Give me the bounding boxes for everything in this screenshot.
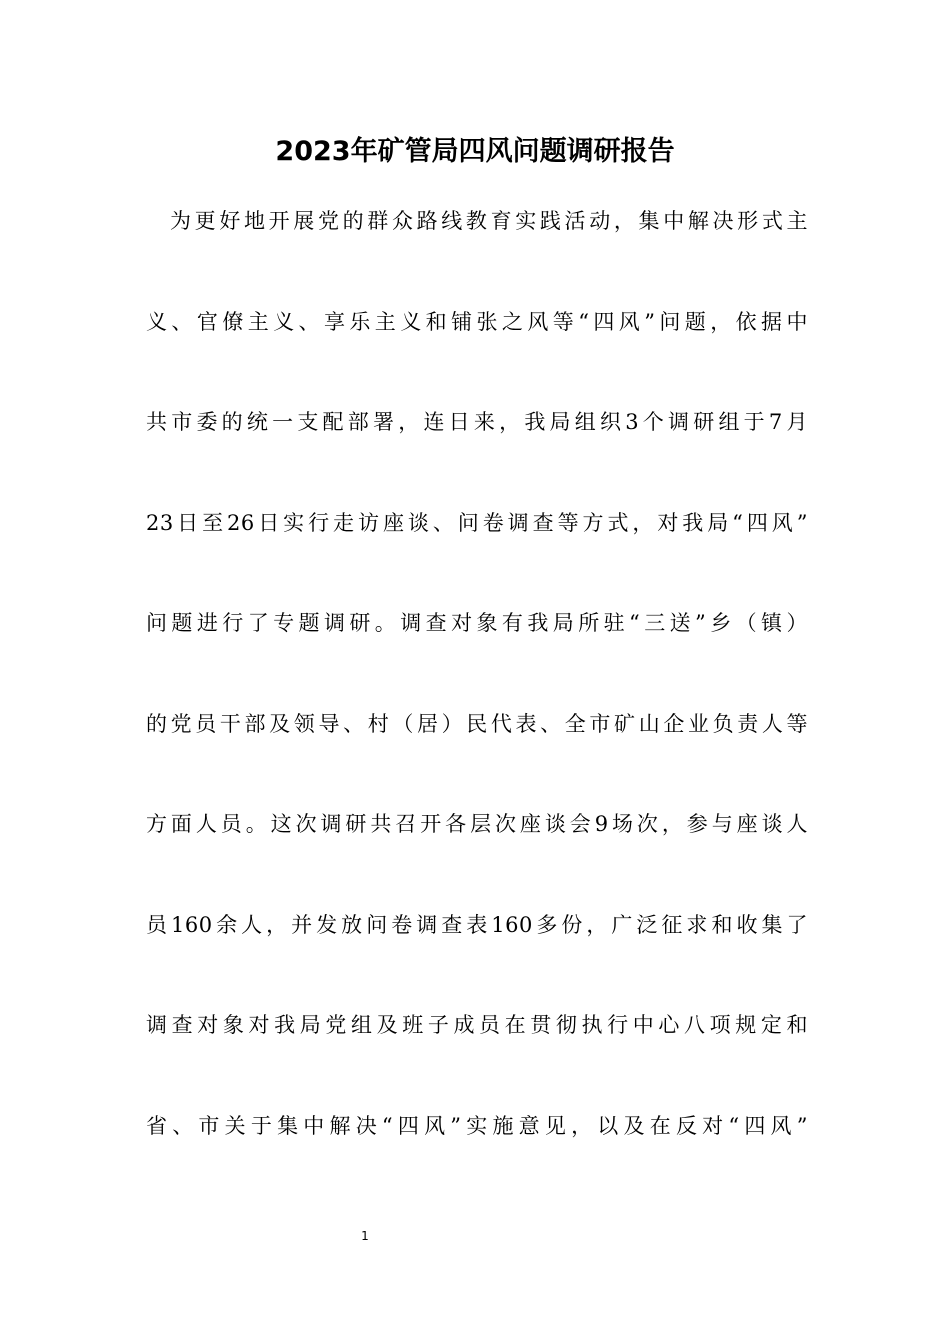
body-line: 员160余人，并发放问卷调查表160多份，广泛征求和收集了 xyxy=(146,913,808,937)
page-number: 1 xyxy=(361,1229,369,1243)
body-line: 为更好地开展党的群众路线教育实践活动，集中解决形式主 xyxy=(170,209,808,233)
body-line: 义、官僚主义、享乐主义和铺张之风等“四风”问题，依据中 xyxy=(146,310,808,334)
body-line: 共市委的统一支配部署，连日来，我局组织3个调研组于7月 xyxy=(146,410,808,434)
body-line: 问题进行了专题调研。调查对象有我局所驻“三送”乡（镇） xyxy=(146,611,808,635)
body-line: 的党员干部及领导、村（居）民代表、全市矿山企业负责人等 xyxy=(146,712,808,736)
body-line: 省、市关于集中解决“四风”实施意见，以及在反对“四风” xyxy=(146,1114,808,1138)
body-line: 方面人员。这次调研共召开各层次座谈会9场次，参与座谈人 xyxy=(146,812,808,836)
body-line: 调查对象对我局党组及班子成员在贯彻执行中心八项规定和 xyxy=(146,1013,808,1037)
body-line: 23日至26日实行走访座谈、问卷调查等方式，对我局“四风” xyxy=(146,511,808,535)
document-title: 2023年矿管局四风问题调研报告 xyxy=(275,136,675,167)
